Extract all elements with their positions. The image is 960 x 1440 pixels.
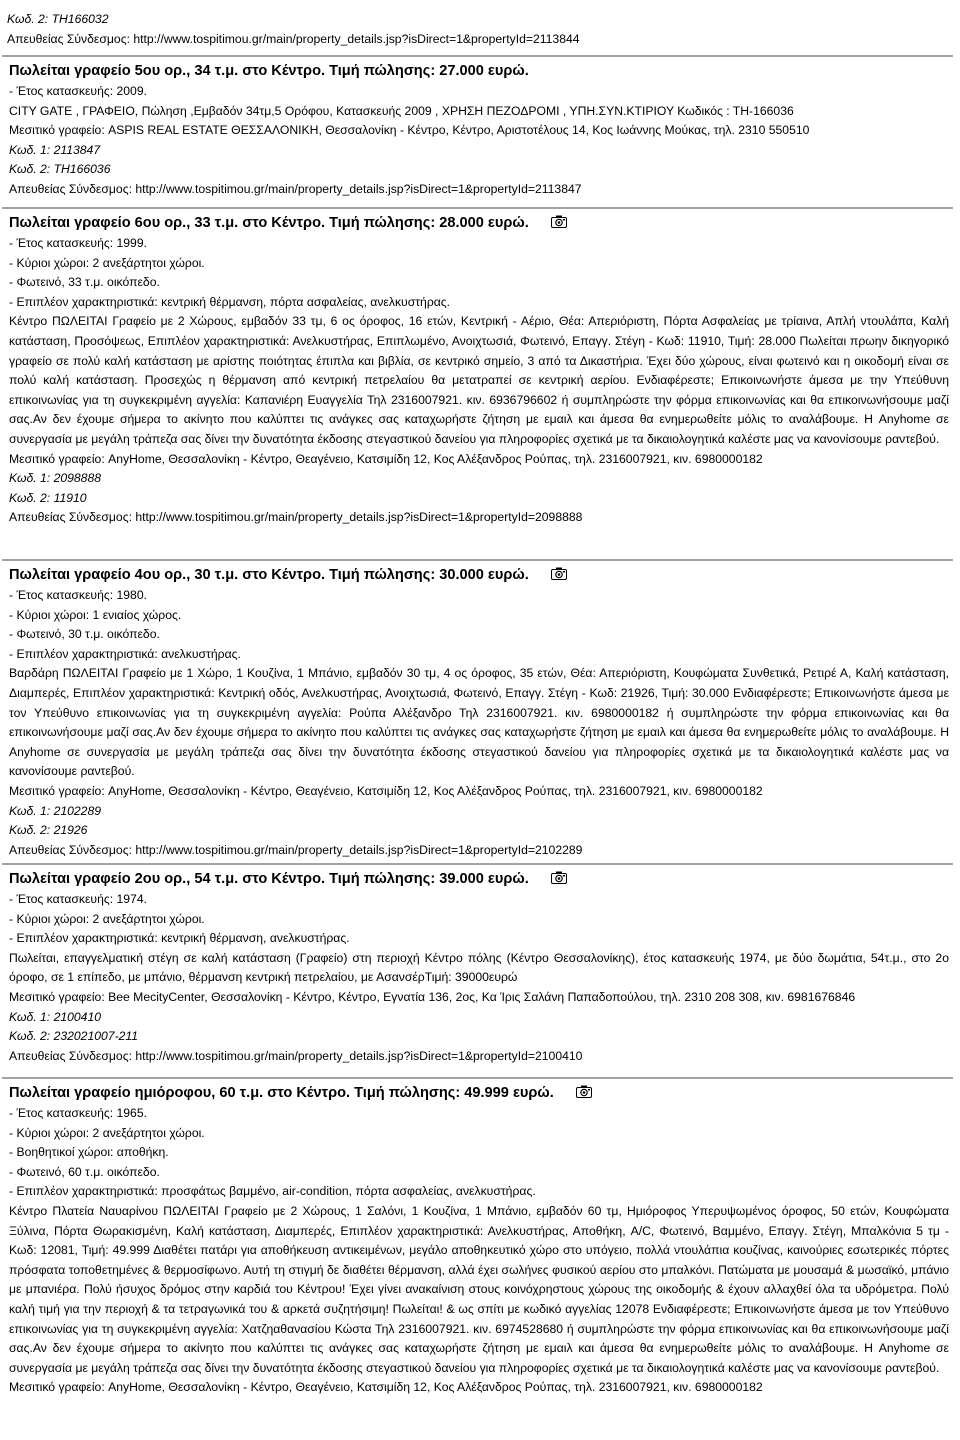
plot-info: - Φωτεινό, 33 τ.μ. οικόπεδο. bbox=[9, 275, 160, 290]
year-built: - Έτος κατασκευής: 2009. bbox=[9, 84, 147, 98]
auxiliary-rooms: - Βοηθητικοί χώροι: αποθήκη. bbox=[9, 1145, 169, 1160]
plot-info: - Φωτεινό, 30 τ.μ. οικόπεδο. bbox=[9, 627, 160, 642]
listing-title: Πωλείται γραφείο 5ου ορ., 34 τ.μ. στο Κέντρο. Τιμή πώλησης: 27.000 ευρώ. bbox=[9, 63, 529, 79]
direct-link[interactable]: Απευθείας Σύνδεσμος: http://www.tospitimou.gr/main/property_details.jsp?isDirect=1&propertyId=2102289 bbox=[9, 842, 583, 857]
listing-title-text: Πωλείται γραφείο 2ου ορ., 54 τ.μ. στο Κέντρο. Τιμή πώλησης: 39.000 ευρώ. bbox=[9, 871, 529, 887]
agency-info: Μεσιτικό γραφείο: AnyHome, Θεσσαλονίκη - Κέντρο, Θεαγένειο, Κατσιμίδη 12, Κος Αλέξανδρος Ρούπας, τηλ. 2316007921, κιν. 6980000182 bbox=[9, 1380, 763, 1395]
code-1: Κωδ. 1: 2102289 bbox=[9, 803, 102, 818]
listing-5 bbox=[2, 1079, 953, 1440]
code-2: Κωδ. 2: 21926 bbox=[9, 823, 88, 838]
camera-icon[interactable] bbox=[551, 871, 567, 884]
listing-title bbox=[9, 1082, 949, 1104]
code-1: Κωδ. 1: 2113847 bbox=[9, 142, 101, 157]
listing-title-text: Πωλείται γραφείο ημιόροφου, 60 τ.μ. στο Κέντρο. Τιμή πώλησης: 49.999 ευρώ. bbox=[9, 1085, 554, 1101]
code-2: Κωδ. 2: 232021007-211 bbox=[9, 1029, 139, 1044]
agency-info: Μεσιτικό γραφείο: AnyHome, Θεσσαλονίκη - Κέντρο, Θεαγένειο, Κατσιμίδη 12, Κος Αλέξανδρος Ρούπας, τηλ. 2316007921, κιν. 6980000182 bbox=[9, 451, 763, 466]
year-built: - Έτος κατασκευής: 1980. bbox=[9, 588, 147, 602]
code-2: Κωδ. 2: 11910 bbox=[9, 490, 87, 505]
main-rooms: - Κύριοι χώροι: 1 ενιαίος χώρος. bbox=[9, 607, 182, 622]
camera-icon[interactable] bbox=[551, 567, 567, 580]
listing-2 bbox=[2, 209, 953, 559]
extra-features: - Επιπλέον χαρακτηριστικά: προσφάτως βαμμένο, air-condition, πόρτα ασφαλείας, ανελκυστήρας. bbox=[9, 1184, 536, 1199]
direct-link[interactable]: Απευθείας Σύνδεσμος: http://www.tospitimou.gr/main/property_details.jsp?isDirect=1&propertyId=2113844 bbox=[7, 31, 580, 46]
direct-link[interactable]: Απευθείας Σύνδεσμος: http://www.tospitimou.gr/main/property_details.jsp?isDirect=1&propertyId=2100410 bbox=[9, 1048, 583, 1063]
extra-features: - Επιπλέον χαρακτηριστικά: κεντρική θέρμανση, πόρτα ασφαλείας, ανελκυστήρας. bbox=[9, 294, 451, 309]
direct-link[interactable]: Απευθείας Σύνδεσμος: http://www.tospitimou.gr/main/property_details.jsp?isDirect=1&propertyId=2098888 bbox=[9, 510, 583, 525]
main-rooms: - Κύριοι χώροι: 2 ανεξάρτητοι χώροι. bbox=[9, 255, 205, 270]
listing-title bbox=[9, 564, 949, 586]
listing-description: Κέντρο ΠΩΛΕΙΤΑΙ Γραφείο με 2 Χώρους, εμβαδόν 33 τμ, 6 ος όροφος, 16 ετών, Κεντρική - Αέριο, Θέα: Απεριόριστη, Πόρτα Ασφαλείας με τρίαινα, Απλή ντουλάπα, Καλή κατάσταση, Προσόψεως, Επιπλέον χαρακτηριστικά: Ανελκυστήρας, Επιπλωμένο, Ανοιχτωσιά, Φωτεινό, Επαγγ. Στέγη - Κωδ: 11910, Τιμή: 28.000 Πωλείται πρωην δικηγορικό γραφείο σε πολύ καλή κατάσταση με αρίστης ποιότητας έπιπλα και βιβλία, σε κεντρικό σημείο, 3 από τα Δικαστήρια. Έχει δύο χώρους, είναι φωτεινό και η οικοδομή είναι σε πολύ καλή κατάσταση. Προσεχώς η θέρμανση από κεντρική πετρελαίου θα μετατραπεί σε κεντρική αερίου. Ενδιαφέρεστε; Επικοινωνήστε άμεσα με την Υπεύθυνη επικοινωνίας για τη συγκεκριμένη αγγελία: Καπανιέρη Ευαγγελία Τηλ 2316007921. κιν. 6936796602 ή συμπληρώστε την φόρμα επικοινωνίας και θα επικοινωνήσουμε μαζί σας.Αν δεν έχουμε σήμερα το ακίνητο που καλύπτει τις ανάγκες σας καταχωρήστε ζήτηση με εμαιλ και άμεσα θα ενημερωθείτε μόλις το αναλάβουμε. Η Anyhome σε συνεργασία με μεγάλη τράπεζα σας δίνει την δυνατότητα έκδοσης στεγαστικού δανείου για πληροφορίες σχετικά με τα δικαιολογητικά καλέστε μας να κανονίσουμε ραντεβού. bbox=[9, 314, 949, 446]
agency-info: Μεσιτικό γραφείο: Bee MecityCenter, Θεσσαλονίκη - Κέντρο, Κέντρο, Εγνατία 136, 2ος, Κα Ίρις Σαλάνη Παπαδοπούλου, τηλ. 2310 208 308, κιν. 6981676846 bbox=[9, 989, 856, 1004]
agency-info: Μεσιτικό γραφείο: ASPIS REAL ESTATE ΘΕΣΣΑΛΟΝΙΚΗ, Θεσσαλονίκη - Κέντρο, Κέντρο, Αριστοτέλους 14, Κος Ιωάννης Μούκας, τηλ. 2310 550510 bbox=[9, 123, 810, 138]
listing-title bbox=[9, 868, 949, 890]
camera-icon[interactable] bbox=[576, 1085, 592, 1098]
main-rooms: - Κύριοι χώροι: 2 ανεξάρτητοι χώροι. bbox=[9, 911, 205, 926]
code-1: Κωδ. 1: 2098888 bbox=[9, 471, 102, 486]
listing-4 bbox=[2, 865, 953, 1075]
year-built: - Έτος κατασκευής: 1974. bbox=[9, 892, 147, 906]
camera-icon[interactable] bbox=[551, 215, 567, 228]
extra-features: - Επιπλέον χαρακτηριστικά: ανελκυστήρας. bbox=[9, 646, 241, 661]
listing-description: Πωλείται, επαγγελματική στέγη σε καλή κατάσταση (Γραφείο) στη περιοχή Κέντρο πόλης (Κέντρο Θεσσαλονίκης), έτος κατασκευής 1974, με δύο δωμάτια, 54τ.μ., στο 2ο όροφο, σε 1 επίπεδο, με μπάνιο, θέρμανση κεντρική πετρελαίου, με ΑσανσέρΤιμή: 39000ευρώ bbox=[9, 950, 949, 985]
listing-description: CITY GATE , ΓΡΑΦΕΙΟ, Πώληση ,Εμβαδόν 34τμ,5 Ορόφου, Κατασκευής 2009 , ΧΡΗΣΗ ΠΕΖΟΔΡΟΜΙ , ΥΠΗ.ΣΥΝ.ΚΤΙΡΙΟΥ Κωδικός : ΤΗ-166036 bbox=[9, 103, 794, 118]
listing-description: Κέντρο Πλατεία Ναυαρίνου ΠΩΛΕΙΤΑΙ Γραφείο με 2 Χώρους, 1 Σαλόνι, 1 Κουζίνα, 1 Μπάνιο, εμβαδόν 60 τμ, Ημιόροφος Υπερυψωμένος όροφος, 50 ετών, Κουφώματα Ξύλινα, Πόρτα Θωρακισμένη, Καλή κατάσταση, Διαμπερές, Επιπλέον χαρακτηριστικά: Ανελκυστήρας, Αποθήκη, A/C, Φωτεινό, Βαμμένο, Επαγγ. Στέγη, Μπαλκόνια 5 τμ - Κωδ: 12081, Τιμή: 49.999 Διαθέτει πατάρι για αποθήκευση αντικειμένων, μεγάλο αποθηκευτικό χώρο στο υπόγειο, πολλά ντουλάπια κουζίνας, καινούριες εσωτερικές πόρτες πρόσφατα τοποθετημένες & θερμοσίφωνο. Αυτή τη στιγμή δε διαθέτει θέρμανση, αλλά έχει σωλήνες φυσικού αερίου στο μπαλκόνι. Πατώματα με μουσαμά & μωσαϊκό, μπάνιο με μπανιέρα. Πολύ ήσυχος δρόμος στην καρδιά του Κέντρου! Έχει γίνει ανακαίνιση στους κοινόχρηστους χώρους της οικοδομής & έχουν αλλαχθεί όλα τα υδρόμετρα. Πολύ καλή τιμή για την περιοχή & τα τετραγωνικά του & αρκετά συζητήσιμη! Πωλείται! & ως σπίτι με κωδικό αγγελίας 12078 Ενδιαφέρεστε; Επικοινωνήστε άμεσα με τον Υπεύθυνο επικοινωνίας για τη συγκεκριμένη αγγελία: Χατζηαθανασίου Κώστα Τηλ 2316007921. κιν. 6974528680 ή συμπληρώστε την φόρμα επικοινωνίας και θα επικοινωνήσουμε μαζί σας.Αν δεν έχουμε σήμερα το ακίνητο που καλύπτει τις ανάγκες σας καταχωρήστε ζήτηση με εμαιλ και άμεσα θα ενημερωθείτε μόλις το αναλάβουμε. Η Anyhome σε συνεργασία με μεγάλη τράπεζα σας δίνει την δυνατότητα έκδοσης στεγαστικού δανείου για πληροφορίες σχετικά με τα δικαιολογητικά καλέστε μας να κανονίσουμε ραντεβού. bbox=[9, 1203, 949, 1375]
direct-link[interactable]: Απευθείας Σύνδεσμος: http://www.tospitimou.gr/main/property_details.jsp?isDirect=1&propertyId=2113847 bbox=[9, 181, 582, 196]
previous-listing-tail bbox=[7, 10, 957, 49]
year-built: - Έτος κατασκευής: 1965. bbox=[9, 1106, 147, 1120]
code-1: Κωδ. 1: 2100410 bbox=[9, 1009, 102, 1024]
listing-title bbox=[9, 212, 949, 234]
code-2: Κωδ. 2: ΤΗ166036 bbox=[9, 162, 111, 177]
extra-features: - Επιπλέον χαρακτηριστικά: κεντρική θέρμανση, ανελκυστήρας. bbox=[9, 931, 350, 946]
listing-3 bbox=[2, 561, 953, 861]
listing-1 bbox=[2, 57, 953, 207]
plot-info: - Φωτεινό, 60 τ.μ. οικόπεδο. bbox=[9, 1164, 160, 1179]
year-built: - Έτος κατασκευής: 1999. bbox=[9, 236, 147, 250]
listing-title-text: Πωλείται γραφείο 4ου ορ., 30 τ.μ. στο Κέντρο. Τιμή πώλησης: 30.000 ευρώ. bbox=[9, 567, 529, 583]
main-rooms: - Κύριοι χώροι: 2 ανεξάρτητοι χώροι. bbox=[9, 1125, 205, 1140]
code-2: Κωδ. 2: ΤΗ166032 bbox=[7, 12, 109, 26]
listing-description: Βαρδάρη ΠΩΛΕΙΤΑΙ Γραφείο με 1 Χώρο, 1 Κουζίνα, 1 Μπάνιο, εμβαδόν 30 τμ, 4 ος όροφος, 35 ετών, Θέα: Απεριόριστη, Κουφώματα Συνθετικά, Ρετιρέ Α, Καλή κατάσταση, Διαμπερές, Επιπλέον χαρακτηριστικά: Κεντρική οδός, Ανελκυστήρας, Ανοιχτωσιά, Φωτεινό, Επαγγ. Στέγη - Κωδ: 21926, Τιμή: 30.000 Ενδιαφέρεστε; Επικοινωνήστε άμεσα με τον Υπεύθυνο επικοινωνίας για τη συγκεκριμένη αγγελία: Ρούπα Αλέξανδρο Τηλ 2316007921. κιν. 6980000182 ή συμπληρώστε την φόρμα επικοινωνίας και θα επικοινωνήσουμε μαζί σας.Αν δεν έχουμε σήμερα το ακίνητο που καλύπτει τις ανάγκες σας καταχωρήστε ζήτηση με εμαιλ και άμεσα θα ενημερωθείτε μόλις το αναλάβουμε. Η Anyhome σε συνεργασία με μεγάλη τράπεζα σας δίνει την δυνατότητα έκδοσης στεγαστικού δανείου για πληροφορίες σχετικά με τα δικαιολογητικά καλέστε μας να κανονίσουμε ραντεβού. bbox=[9, 666, 949, 779]
listing-title-text: Πωλείται γραφείο 6ου ορ., 33 τ.μ. στο Κέντρο. Τιμή πώλησης: 28.000 ευρώ. bbox=[9, 215, 529, 231]
agency-info: Μεσιτικό γραφείο: AnyHome, Θεσσαλονίκη - Κέντρο, Θεαγένειο, Κατσιμίδη 12, Κος Αλέξανδρος Ρούπας, τηλ. 2316007921, κιν. 6980000182 bbox=[9, 783, 763, 798]
